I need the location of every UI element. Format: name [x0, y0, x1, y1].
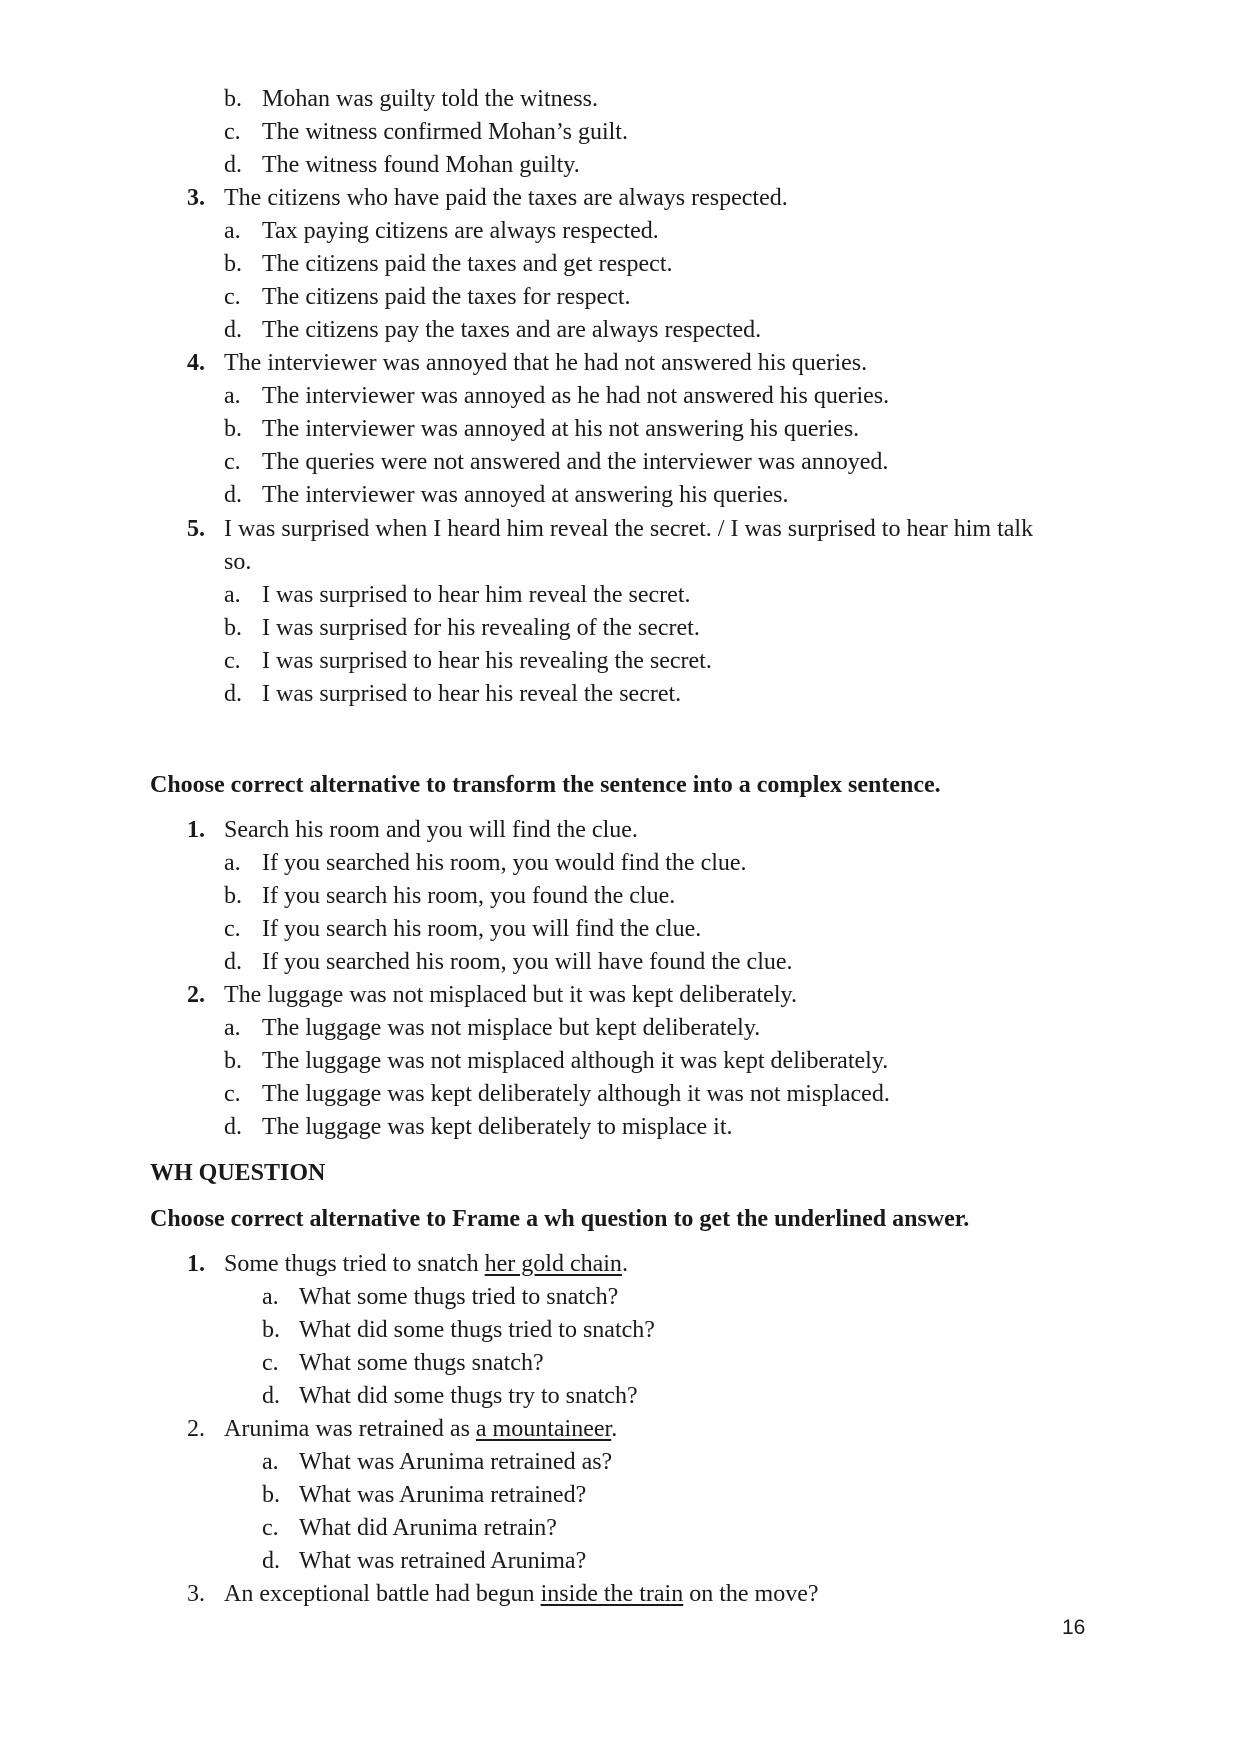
option-letter: b. [224, 615, 242, 641]
underlined-answer: her gold chain [484, 1251, 622, 1277]
option-text: Tax paying citizens are always respected. [262, 218, 659, 244]
question-number: 4. [187, 350, 205, 376]
option-letter: b. [224, 416, 242, 442]
option-text: The citizens pay the taxes and are always respected. [262, 317, 762, 343]
option-letter: d. [224, 152, 242, 178]
option-text: The luggage was not misplace but kept deliberately. [262, 1015, 761, 1041]
option-text: If you searched his room, you will have found the clue. [262, 949, 793, 975]
option-letter: a. [224, 1015, 241, 1041]
option-text: Mohan was guilty told the witness. [262, 86, 598, 112]
question-number: 1. [187, 817, 205, 843]
question-text: The citizens who have paid the taxes are always respected. [224, 185, 788, 211]
question-number: 3. [187, 185, 205, 211]
option-letter: c. [224, 916, 241, 942]
option-text: The luggage was kept deliberately to misplace it. [262, 1114, 733, 1140]
option-letter: d. [224, 949, 242, 975]
option-text: The interviewer was annoyed as he had not answered his queries. [262, 383, 890, 409]
option-letter: b. [224, 86, 242, 112]
question-text-pre: Arunima was retrained as [224, 1416, 476, 1442]
option-text: The citizens paid the taxes and get respect. [262, 251, 673, 277]
underlined-answer: a mountaineer [475, 1416, 612, 1442]
option-text: I was surprised to hear his reveal the secret. [262, 681, 682, 707]
option-text: What did some thugs try to snatch? [299, 1383, 638, 1409]
question-number: 3. [187, 1581, 205, 1607]
option-text: The citizens paid the taxes for respect. [262, 284, 631, 310]
question-text: I was surprised when I heard him reveal the secret. / I was surprised to hear him talk [224, 516, 1034, 542]
option-text: If you searched his room, you would find the clue. [262, 850, 747, 876]
option-letter: c. [224, 284, 241, 310]
option-text: What some thugs tried to snatch? [299, 1284, 619, 1310]
option-text: If you search his room, you found the clue. [262, 883, 676, 909]
question-text-continued: so. [224, 549, 252, 575]
question-number: 1. [187, 1251, 205, 1277]
question-number: 5. [187, 516, 205, 542]
question-number: 2. [187, 1416, 205, 1442]
option-letter: b. [224, 883, 242, 909]
option-letter: d. [224, 482, 242, 508]
option-letter: c. [262, 1350, 279, 1376]
question-text-post: . [611, 1416, 618, 1442]
option-letter: c. [262, 1515, 279, 1541]
question-text [224, 1415, 617, 1443]
option-letter: a. [224, 383, 241, 409]
question-text-pre: Some thugs tried to snatch [224, 1251, 485, 1277]
option-text: The witness confirmed Mohan’s guilt. [262, 119, 628, 145]
option-letter: d. [262, 1548, 280, 1574]
option-text: What did Arunima retrain? [299, 1515, 557, 1541]
option-letter: d. [224, 317, 242, 343]
option-letter: a. [262, 1449, 279, 1475]
option-letter: d. [224, 681, 242, 707]
option-letter: d. [224, 1114, 242, 1140]
page-number: 16 [1062, 1616, 1086, 1639]
question-text: The luggage was not misplaced but it was kept deliberately. [224, 982, 797, 1008]
option-text: The interviewer was annoyed at answering his queries. [262, 482, 789, 508]
question-text-pre: An exceptional battle had begun [224, 1581, 541, 1607]
section-heading: Choose correct alternative to transform the sentence into a complex sentence. [150, 772, 941, 798]
option-text: If you search his room, you will find the clue. [262, 916, 702, 942]
option-text: What some thugs snatch? [299, 1350, 544, 1376]
option-text: The luggage was not misplaced although it was kept deliberately. [262, 1048, 889, 1074]
option-text: What was retrained Arunima? [299, 1548, 587, 1574]
option-letter: c. [224, 648, 241, 674]
question-text: The interviewer was annoyed that he had not answered his queries. [224, 350, 868, 376]
option-letter: b. [262, 1317, 280, 1343]
question-text [224, 1580, 819, 1608]
option-text: The queries were not answered and the interviewer was annoyed. [262, 449, 889, 475]
option-letter: b. [224, 1048, 242, 1074]
question-text-post: . [621, 1251, 628, 1277]
question-text [224, 1250, 628, 1278]
section-heading: Choose correct alternative to Frame a wh question to get the underlined answer. [150, 1206, 970, 1232]
option-letter: a. [224, 850, 241, 876]
option-letter: b. [262, 1482, 280, 1508]
option-text: What did some thugs tried to snatch? [299, 1317, 655, 1343]
option-letter: a. [224, 582, 241, 608]
option-text: The luggage was kept deliberately although it was not misplaced. [262, 1081, 890, 1107]
option-letter: b. [224, 251, 242, 277]
section-title: WH QUESTION [150, 1160, 326, 1186]
option-text: I was surprised to hear him reveal the secret. [262, 582, 691, 608]
option-letter: c. [224, 119, 241, 145]
option-letter: a. [262, 1284, 279, 1310]
option-letter: d. [262, 1383, 280, 1409]
option-text: The witness found Mohan guilty. [262, 152, 580, 178]
option-letter: c. [224, 1081, 241, 1107]
option-text: I was surprised for his revealing of the secret. [262, 615, 700, 641]
option-text: The interviewer was annoyed at his not answering his queries. [262, 416, 860, 442]
option-text: What was Arunima retrained as? [299, 1449, 613, 1475]
option-letter: c. [224, 449, 241, 475]
question-number: 2. [187, 982, 205, 1008]
question-text-post: on the move? [683, 1581, 819, 1607]
option-text: What was Arunima retrained? [299, 1482, 587, 1508]
question-text: Search his room and you will find the clue. [224, 817, 638, 843]
underlined-answer: inside the train [540, 1581, 684, 1607]
option-text: I was surprised to hear his revealing the secret. [262, 648, 712, 674]
option-letter: a. [224, 218, 241, 244]
